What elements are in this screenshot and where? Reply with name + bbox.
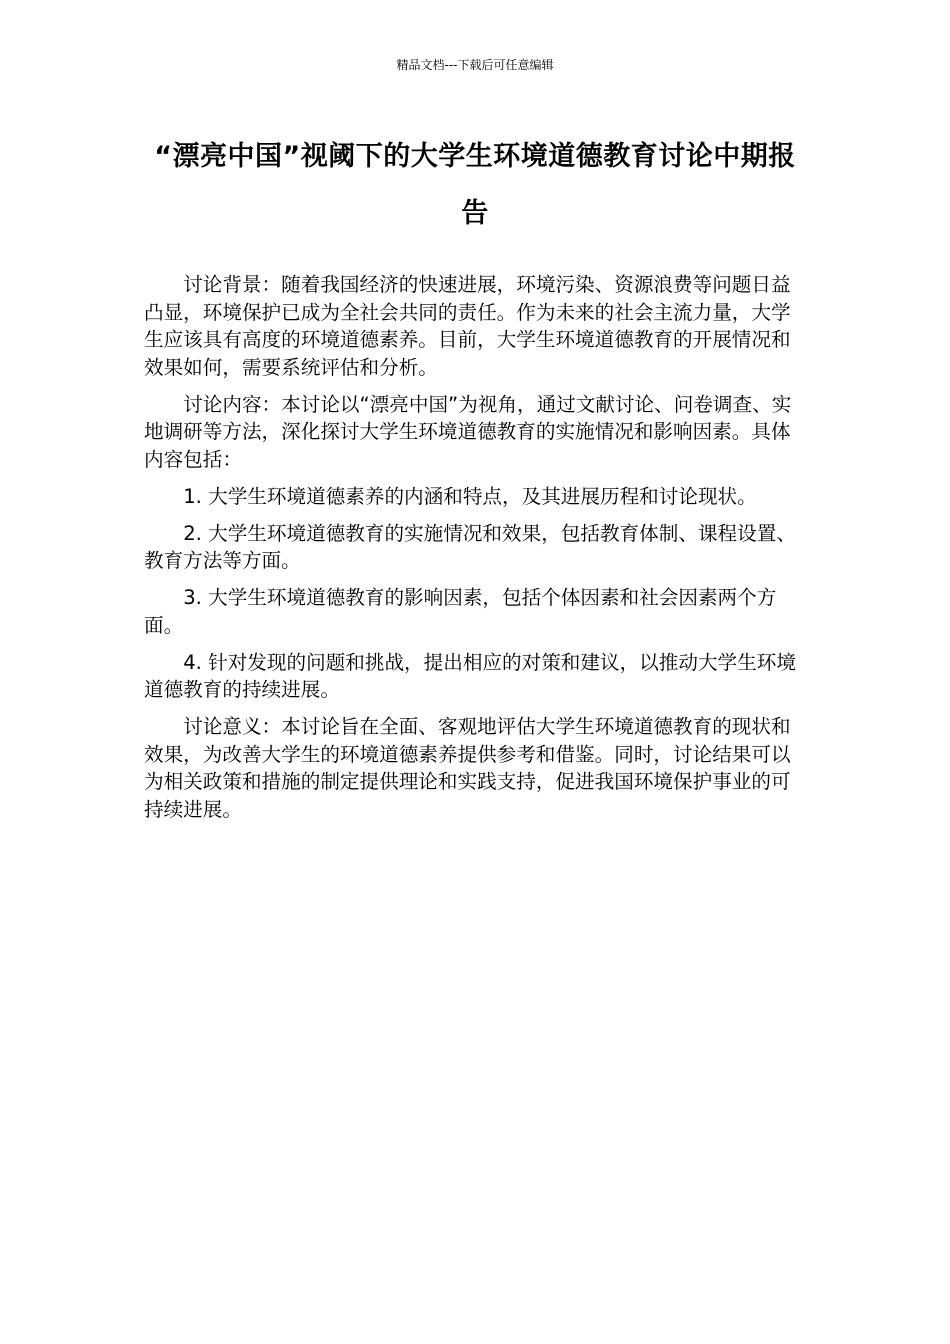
list-item-2: 2. 大学生环境道德教育的实施情况和效果，包括教育体制、课程设置、教育方法等方面。 — [144, 521, 796, 572]
paragraph-content: 讨论内容：本讨论以“漂亮中国”为视角，通过文献讨论、问卷调查、实地调研等方法，深化探讨大学生环境道德教育的实施情况和影响因素。具体内容包括： — [144, 392, 792, 471]
paragraph-significance: 讨论意义：本讨论旨在全面、客观地评估大学生环境道德教育的现状和效果，为改善大学生的环境道德素养提供参考和借鉴。同时，讨论结果可以为相关政策和措施的制定提供理论和实践支持，促进我国环境保护事业的可持续进展。 — [144, 715, 791, 821]
paragraph-background: 讨论背景：随着我国经济的快速进展，环境污染、资源浪费等问题日益凸显，环境保护已成为全社会共同的责任。作为未来的社会主流力量，大学生应该具有高度的环境道德素养。目前，大学生环境道德教育的开展情况和效果如何，需要系统评估和分析。 — [144, 273, 791, 379]
document-body — [144, 271, 800, 833]
page-header: 精品文档---下载后可任意编辑 — [396, 58, 554, 72]
document-title: “漂亮中国”视阈下的大学生环境道德教育讨论中期报告 — [154, 141, 796, 229]
list-item-4: 4. 针对发现的问题和挑战，提出相应的对策和建议，以推动大学生环境道德教育的持续进展。 — [144, 650, 796, 701]
list-item-3: 3. 大学生环境道德教育的影响因素，包括个体因素和社会因素两个方面。 — [144, 586, 777, 637]
list-item-1: 1. 大学生环境道德素养的内涵和特点，及其进展历程和讨论现状。 — [183, 484, 757, 508]
